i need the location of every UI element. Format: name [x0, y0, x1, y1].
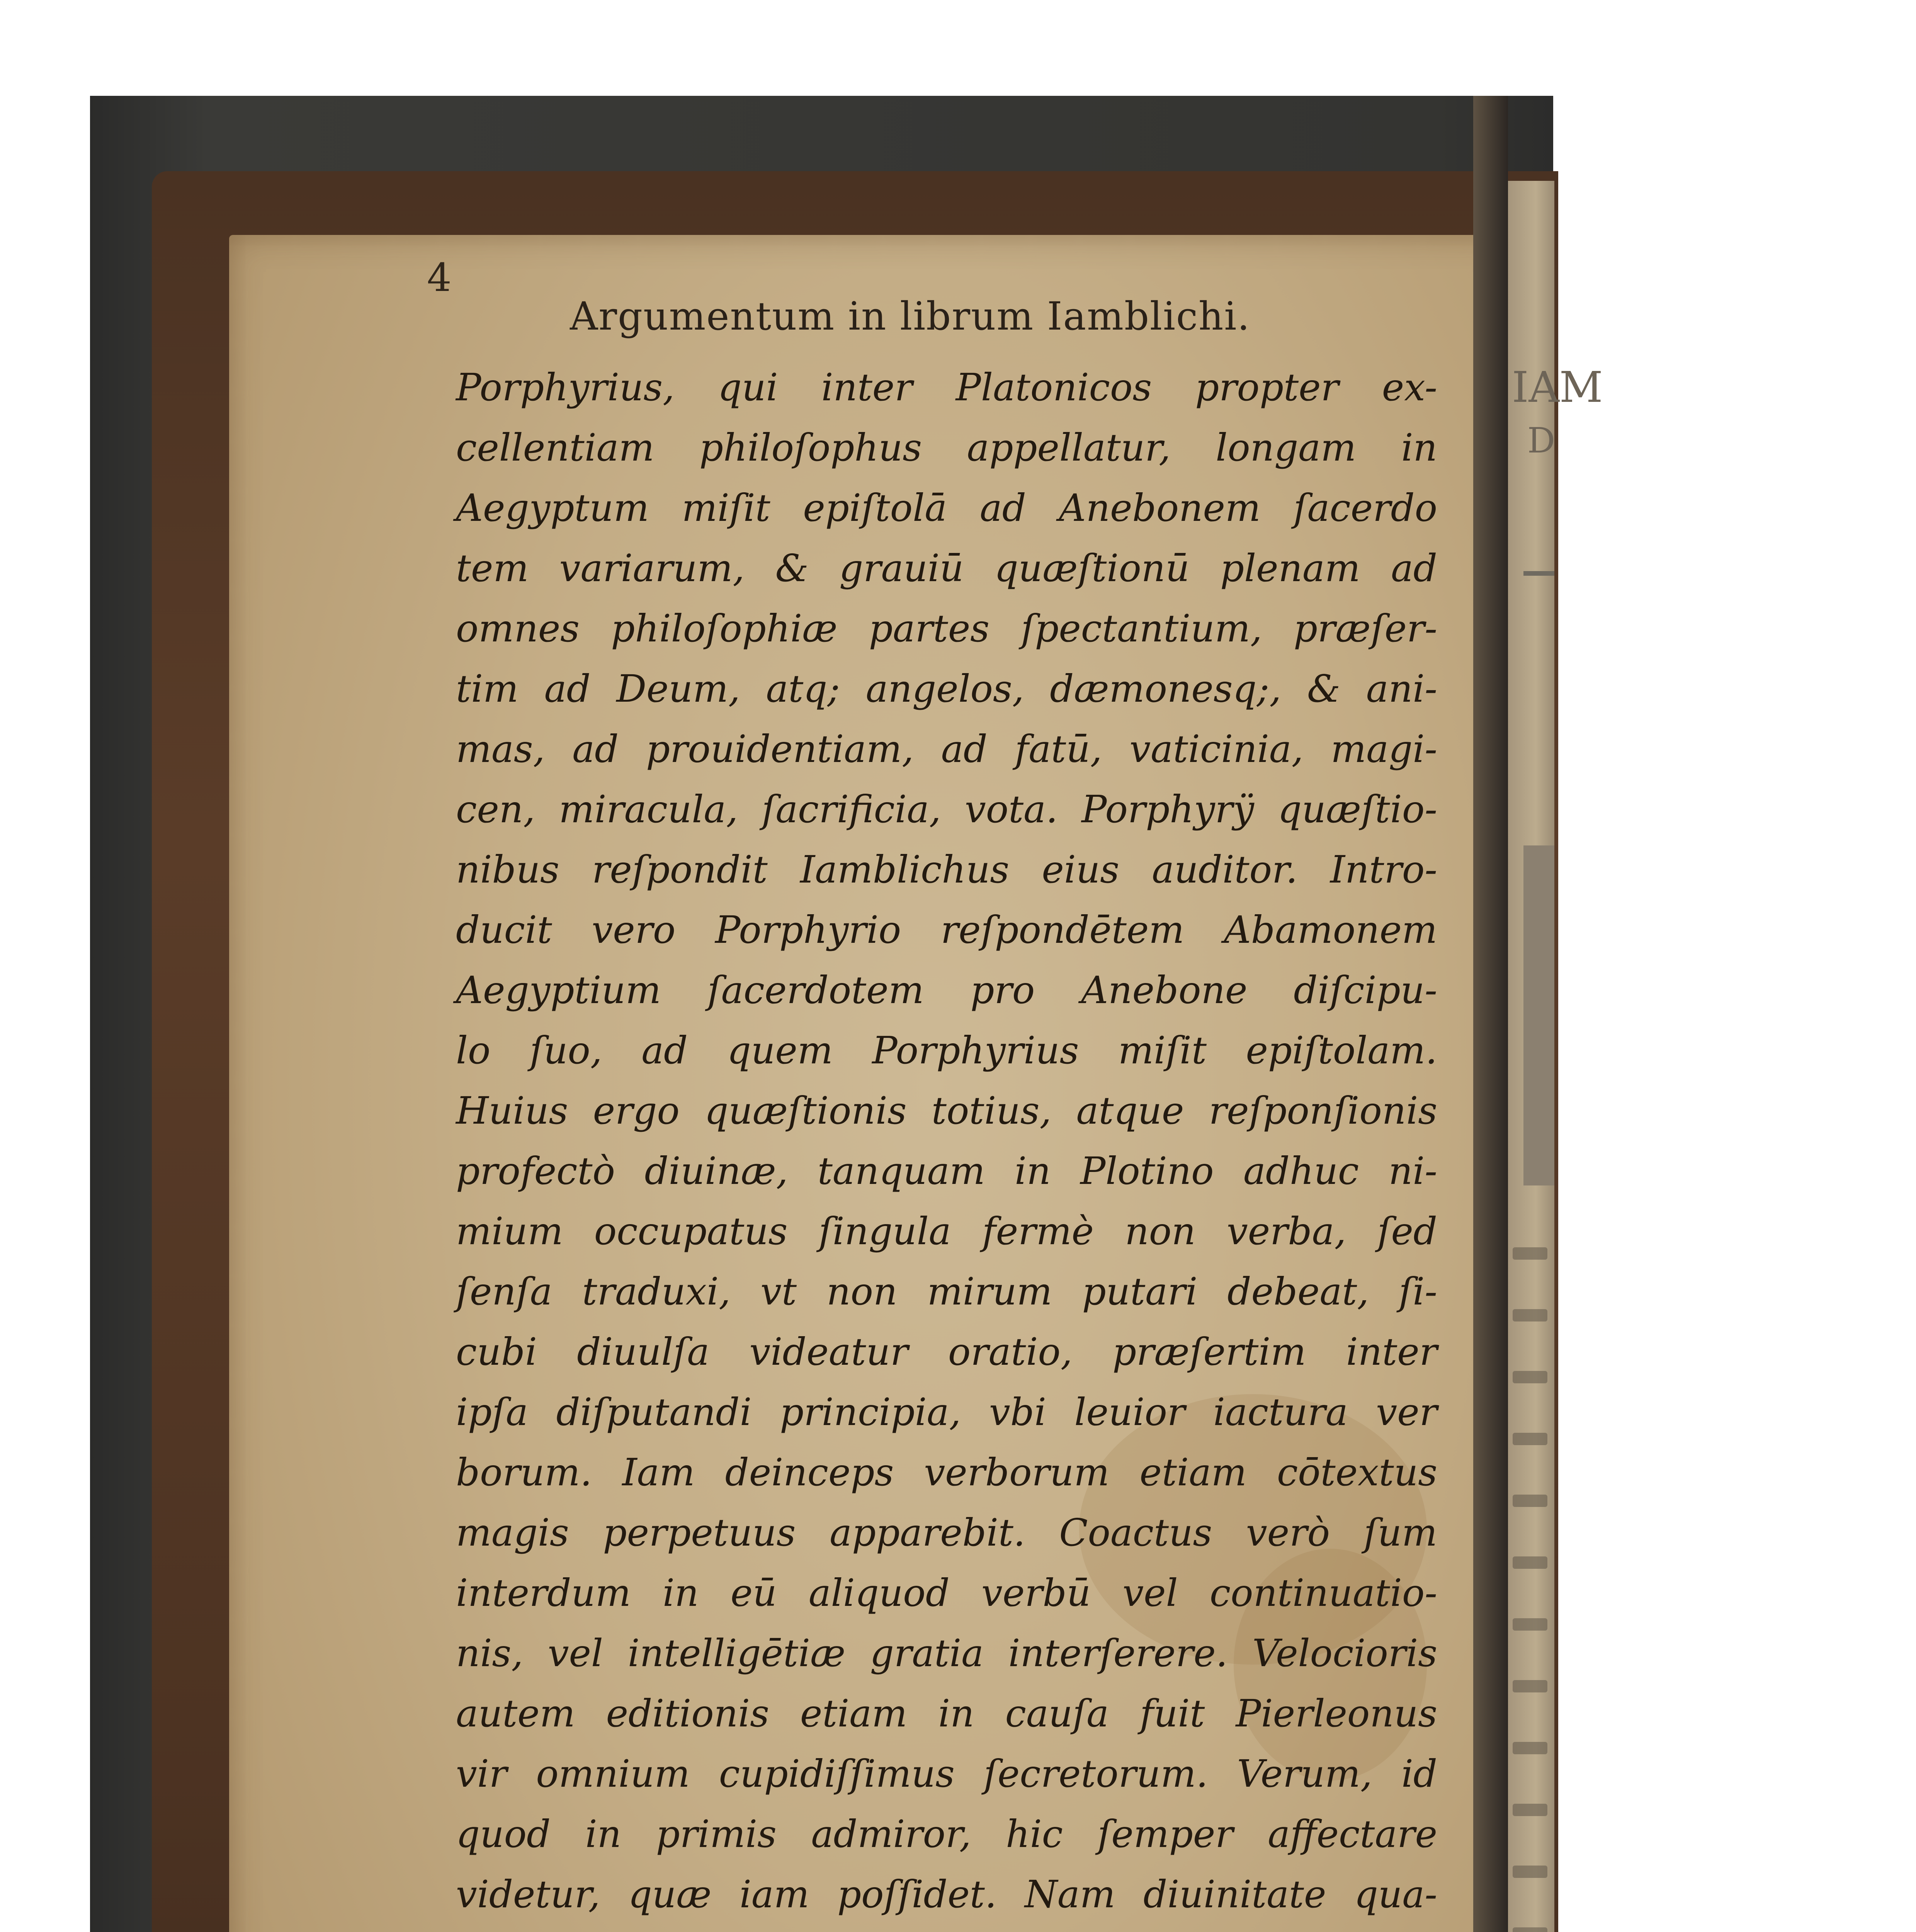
facing-page [1508, 181, 1603, 1932]
facing-page-text-line [1513, 1927, 1547, 1932]
body-text-line: vir omnium cupidiſſimus ſecretorum. Verum, id [456, 1752, 1437, 1796]
body-text-line: quod in primis admiror, hic ſemper affectare [456, 1812, 1437, 1856]
facing-page-text-line [1513, 1804, 1547, 1816]
facing-page-rule [1523, 571, 1554, 576]
facing-page-woodcut [1523, 845, 1554, 1185]
body-text-line: Aegyptium ſacerdotem pro Anebone diſcipu- [456, 968, 1437, 1012]
body-text-line: ducit vero Porphyrio reſpondētem Abamonem [456, 908, 1437, 952]
facing-page-text-line [1513, 1556, 1547, 1569]
body-text-line: tim ad Deum, atq; angelos, dæmonesq;, & ani- [456, 667, 1437, 711]
body-text-line: profectò diuinæ, tanquam in Plotino adhuc ni- [456, 1149, 1437, 1193]
book-gutter [1473, 96, 1508, 1932]
body-text-line: mium occupatus ſingula fermè non verba, ſed [456, 1209, 1437, 1253]
body-text-line: Aegyptum miſit epiſtolā ad Anebonem ſacerdo [456, 486, 1437, 530]
facing-page-text-line [1513, 1866, 1547, 1878]
body-text-line: borum. Iam deinceps verborum etiam cōtextus [456, 1451, 1437, 1494]
body-text-line: cellentiam philoſophus appellatur, longam in [456, 426, 1437, 469]
facing-page-text-line [1513, 1371, 1547, 1383]
body-text-line: cubi diuulſa videatur oratio, præſertim inter [456, 1330, 1437, 1374]
body-text-line: autem editionis etiam in cauſa fuit Pierleonus [456, 1692, 1437, 1735]
body-text-line: Huius ergo quæſtionis totius, atque reſponſionis [456, 1089, 1437, 1133]
facing-page-text-line [1513, 1742, 1547, 1754]
facing-page-running-head: IAM [1512, 362, 1603, 412]
facing-page-text-line [1513, 1309, 1547, 1321]
body-text-line: tem variarum, & grauiū quæſtionū plenam ad [456, 546, 1437, 590]
body-text-line: ſenſa traduxi, vt non mirum putari debeat, ſi- [456, 1270, 1437, 1313]
facing-page-text-line [1513, 1433, 1547, 1445]
facing-page-text-line [1513, 1495, 1547, 1507]
page-heading: Argumentum in librum Iamblichi. [570, 294, 1251, 339]
body-text-line: nis, vel intelligētiæ gratia interſerere. Velocioris [456, 1631, 1437, 1675]
body-text-line: ipſa diſputandi principia, vbi leuior iactura ver [456, 1390, 1437, 1434]
body-text-line: interdum in eū aliquod verbū vel continuatio- [456, 1571, 1437, 1615]
body-text-line: nibus reſpondit Iamblichus eius auditor. Intro- [456, 848, 1437, 891]
body-text-line: Porphyrius, qui inter Platonicos propter ex- [456, 366, 1437, 409]
body-text-line [456, 1925, 1437, 1932]
body-text [456, 357, 1437, 1932]
facing-page-text-line [1513, 1618, 1547, 1631]
page-number: 4 [427, 255, 452, 300]
body-text-line: magis perpetuus apparebit. Coactus verò ſum [456, 1511, 1437, 1554]
body-text-line: cen, miracula, ſacrificia, vota. Porphyrÿ quæſtio- [456, 787, 1437, 831]
body-text-line: videtur, quæ iam poſſidet. Nam diuinitate qua- [456, 1872, 1437, 1916]
body-text-line: mas, ad prouidentiam, ad fatū, vaticinia, magi- [456, 727, 1437, 771]
facing-page-text-line [1513, 1247, 1547, 1260]
facing-page-text-line [1513, 1680, 1547, 1692]
body-text-line: omnes philoſophiæ partes ſpectantium, præſer- [456, 607, 1437, 650]
body-text-line: lo ſuo, ad quem Porphyrius miſit epiſtolam. [456, 1029, 1437, 1072]
facing-page-fragment: D [1527, 420, 1556, 461]
